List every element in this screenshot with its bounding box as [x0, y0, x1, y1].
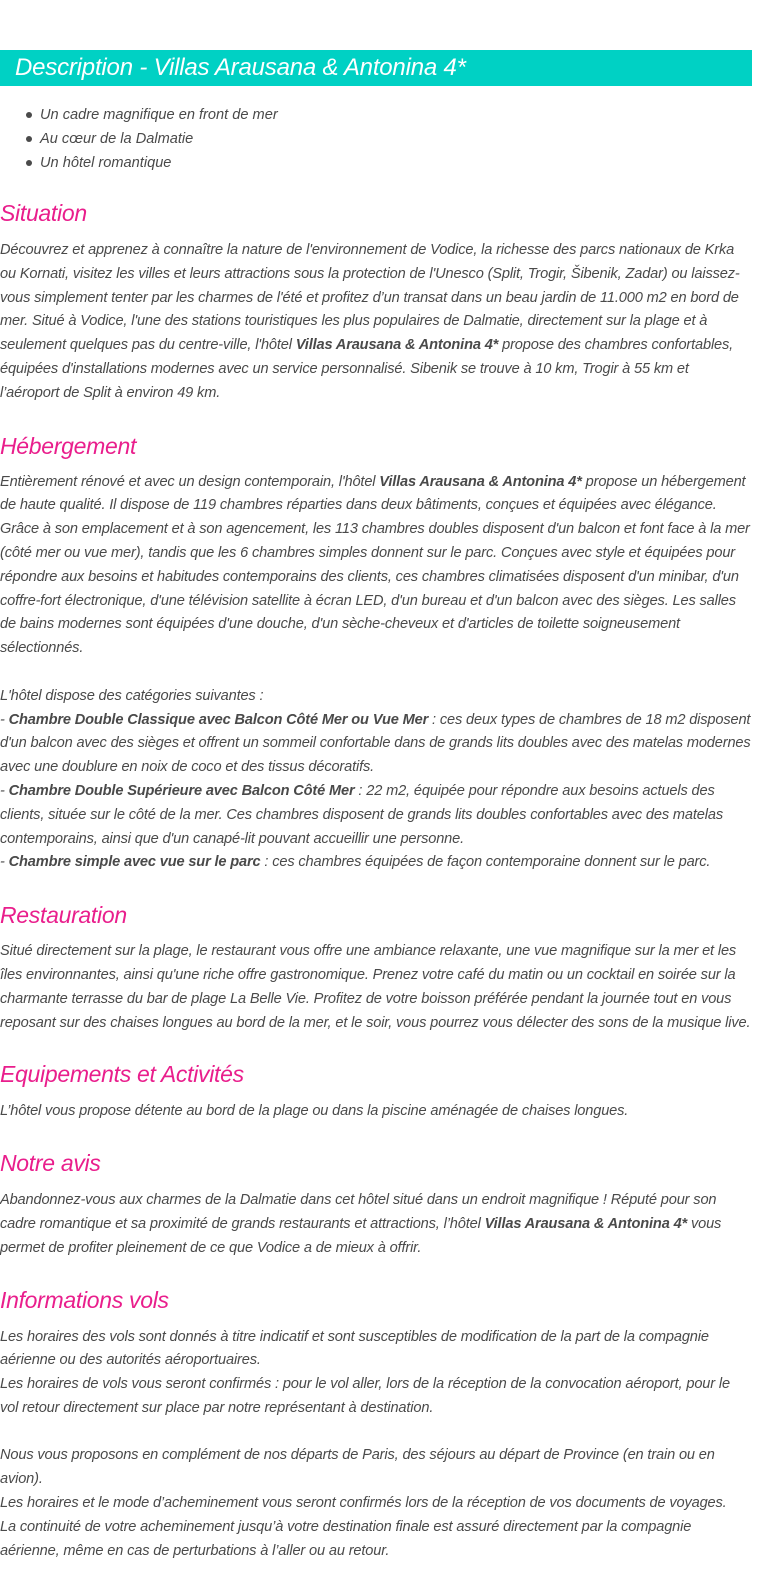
vols-section	[0, 1326, 752, 1564]
room-desc: : ces deux types de chambres de 18 m2 disposent d'un balcon avec des sièges et offrent un sommeil confortable dans de grands lits doubles avec des matelas modernes avec une doublure en noix de coco et des tissus décoratifs.	[0, 711, 751, 776]
highlight-text: Un cadre magnifique en front de mer	[40, 107, 278, 123]
room-name: Chambre Double Classique avec Balcon Côté Mer ou Vue Mer	[8, 711, 429, 728]
vols-text: Nous vous proposons en complément de nos départs de Paris, des séjours au départ de Province (en train ou en avion).	[0, 1447, 715, 1488]
vols-text: Les horaires et le mode d’acheminement vous seront confirmés lors de la réception de vos documents de voyages.	[0, 1495, 727, 1512]
hebergement-text-part: propose un hébergement de haute qualité. Il dispose de 119 chambres réparties dans deux bâtiments, conçues et équipées avec élégance. Grâce à son emplacement et à son agencement, les 113 chambres doubles disposent d'un balcon et font face à la mer (côté mer ou vue mer), tandis que les 6 chambres simples donnent sur le parc. Conçues avec style et équipées pour répondre aux besoins et habitudes contemporains des clients, ces chambres climatisées disposent d'un minibar, d'un coffre-fort électronique, d'une télévision satellite à écran LED, d'un bureau et d'un balcon avec des sièges. Les salles de bains modernes sont équipées d'une douche, d'un sèche-cheveux et d'articles de toilette soigneusement sélectionnés.	[0, 473, 750, 657]
hebergement-intro	[0, 471, 752, 661]
list-item	[24, 151, 752, 175]
highlight-text: Un hôtel romantique	[40, 155, 172, 171]
hotel-name: Villas Arausana & Antonina 4*	[484, 1215, 688, 1232]
highlights-list	[0, 103, 752, 175]
situation-heading: Situation	[0, 200, 87, 226]
room-prefix: -	[0, 854, 9, 871]
title-banner	[0, 50, 752, 86]
room-name: Chambre simple avec vue sur le parc	[8, 854, 261, 871]
room-category	[0, 709, 752, 780]
restauration-text: Situé directement sur la plage, le restaurant vous offre une ambiance relaxante, une vue magnifique sur la mer et les îles environnantes, ainsi qu'une riche offre gastronomique. Prenez votre café du matin ou un cocktail en soirée sur la charmante terrasse du bar de plage La Belle Vie. Profitez de votre boisson préférée pendant la journée tout en vous reposant sur des chaises longues au bord de la mer, et le soir, vous pourrez vous délecter des sons de la musique live.	[0, 943, 751, 1031]
spacer	[0, 661, 752, 685]
situation-text	[0, 239, 752, 406]
restauration-heading: Restauration	[0, 902, 127, 929]
bullet-icon	[26, 160, 32, 166]
categories-intro: L'hôtel dispose des catégories suivantes :	[0, 687, 264, 704]
room-prefix: -	[0, 782, 9, 799]
hotel-name: Villas Arausana & Antonina 4*	[295, 337, 499, 354]
room-desc: : ces chambres équipées de façon contemporaine donnent sur le parc.	[260, 854, 711, 871]
equipements-heading: Equipements et Activités	[0, 1061, 244, 1088]
hebergement-section	[0, 471, 752, 876]
equipements-text: L’hôtel vous propose détente au bord de la plage ou dans la piscine aménagée de chaises longues.	[0, 1103, 629, 1120]
bullet-icon	[26, 112, 32, 118]
room-desc: : 22 m2, équipée pour répondre aux besoins actuels des clients, située sur le côté de la mer. Ces chambres disposent de grands lits doubles confortables avec des matelas contemporains, ainsi que d'un canapé-lit pouvant accueillir une personne.	[0, 782, 723, 847]
highlight-text: Au cœur de la Dalmatie	[40, 131, 194, 147]
situation-text-part: propose des chambres confortables, équipées d'installations modernes avec un service personnalisé. Sibenik se trouve à 10 km, Trogir à 55 km et l’aéroport de Split à environ 49 km.	[0, 337, 734, 401]
avis-heading: Notre avis	[0, 1150, 101, 1177]
avis-text-part: Abandonnez-vous aux charmes de la Dalmatie dans cet hôtel situé dans un endroit magnifique ! Réputé pour son cadre romantique et sa proximité de grands restaurants et attractions, l’hôtel	[0, 1192, 717, 1232]
vols-text: La continuité de votre acheminement jusqu’à votre destination finale est assuré directement par la compagnie aérienne, même en cas de perturbations à l’aller ou au retour.	[0, 1518, 692, 1559]
bullet-icon	[26, 136, 32, 142]
list-item	[24, 103, 752, 127]
avis-text	[0, 1189, 752, 1260]
room-prefix: -	[0, 711, 9, 728]
hebergement-heading: Hébergement	[0, 432, 137, 459]
room-category	[0, 851, 752, 875]
avis-text-part: vous permet de profiter pleinement de ce que Vodice a de mieux à offrir.	[0, 1215, 722, 1256]
vols-text: Les horaires de vols vous seront confirmés : pour le vol aller, lors de la réception de la convocation aéroport, pour le vol retour directement sur place par notre représentant à destination.	[0, 1376, 730, 1416]
vols-heading: Informations vols	[0, 1286, 169, 1313]
vols-text: Les horaires des vols sont donnés à titre indicatif et sont susceptibles de modification de la part de la compagnie aérienne ou des autorités aéroportuaires.	[0, 1328, 709, 1369]
spacer	[0, 1421, 752, 1445]
page-title: Description - Villas Arausana & Antonina 4*	[15, 54, 466, 81]
room-category	[0, 780, 752, 851]
list-item	[24, 127, 752, 151]
room-name: Chambre Double Supérieure avec Balcon Côté Mer	[8, 782, 355, 799]
hotel-name: Villas Arausana & Antonina 4*	[379, 473, 582, 490]
situation-text-part: Découvrez et apprenez à connaître la nature de l'environnement de Vodice, la richesse des parcs nationaux de Krka ou Kornati, visitez les villes et leurs attractions sous la protection de l'Unesco (Split, Trogir, Šibenik, Zadar) ou laissez-vous simplement tenter par les charmes de l'été et profitez d’un transat dans un beau jardin de 11.000 m2 en bord de mer. Situé à Vodice, l'une des stations touristiques les plus populaires de Dalmatie, directement sur la plage et à seulement quelques pas du centre-ville, l'hôtel	[0, 242, 740, 354]
hebergement-text-part: Entièrement rénové et avec un design contemporain, l'hôtel	[0, 473, 380, 490]
